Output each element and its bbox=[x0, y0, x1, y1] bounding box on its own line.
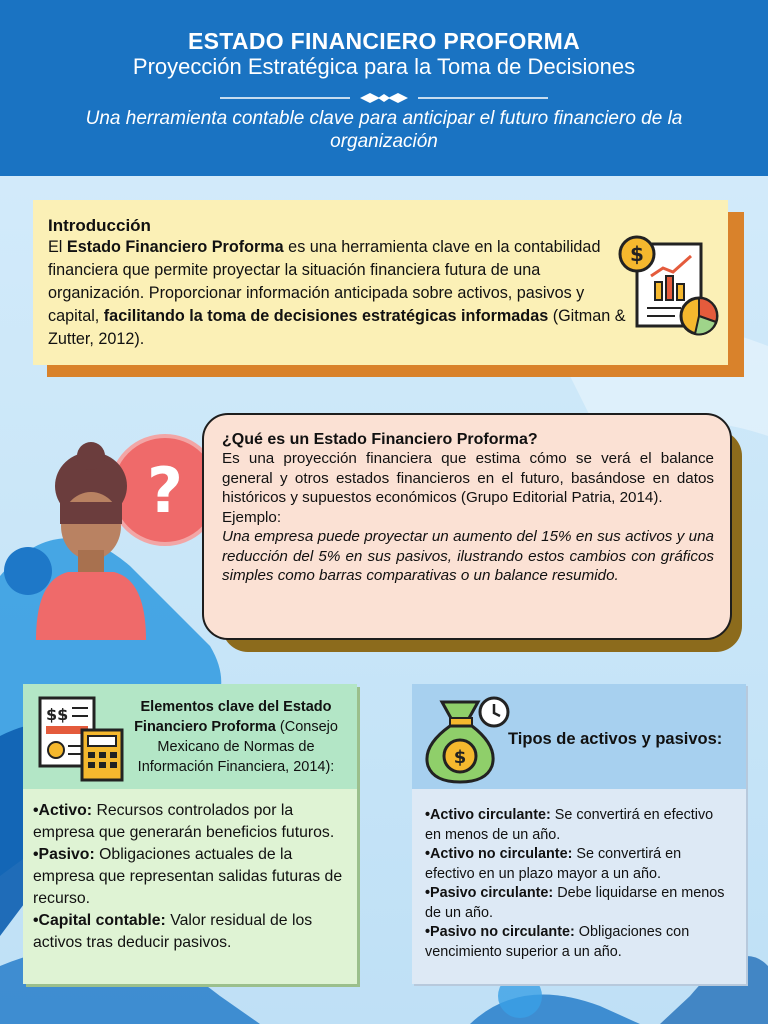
elementos-title: Elementos clave del Estado Financiero Proforma (Consejo Mexicano de Normas de Información Financiera, 2014): bbox=[134, 699, 338, 775]
intro-title: Introducción bbox=[48, 216, 151, 235]
elementos-list bbox=[33, 800, 347, 954]
page-title: ESTADO FINANCIERO PROFORMA bbox=[188, 28, 580, 54]
list-item: •Activo circulante: Se convertirá en efectivo en menos de un año. bbox=[425, 807, 714, 843]
list-item: •Capital contable: Valor residual de los activos tras deducir pasivos. bbox=[33, 912, 313, 951]
accounting-calculator-icon bbox=[38, 696, 126, 782]
list-item: •Activo no circulante: Se convertirá en efectivo en un plazo mayor a un año. bbox=[425, 846, 682, 882]
money-bag-clock-icon bbox=[420, 692, 510, 784]
question-text: Es una proyección financiera que estima cómo se verá el balance general y otros estados financieros en el futuro, basándose en datos históricos y supuestos económicos (Grupo Editorial Patria, 2014). bbox=[222, 450, 714, 506]
intro-card bbox=[33, 200, 728, 365]
tipos-list bbox=[425, 806, 731, 962]
question-person-icon bbox=[28, 430, 208, 640]
question-title: ¿Qué es un Estado Financiero Proforma? bbox=[222, 431, 538, 448]
financial-report-icon bbox=[615, 232, 723, 340]
list-item: •Pasivo circulante: Debe liquidarse en menos de un año. bbox=[425, 885, 725, 921]
list-item: •Pasivo no circulante: Obligaciones con vencimiento superior a un año. bbox=[425, 924, 690, 960]
svg-text:$$: $$ bbox=[46, 705, 69, 724]
example-text: Una empresa puede proyectar un aumento del 15% en sus activos y una reducción del 5% en sus pasivos, ilustrando estos cambios con gráficos simples como barras comparativas o un balance resumido. bbox=[222, 528, 714, 584]
svg-text:?: ? bbox=[147, 454, 183, 527]
question-card bbox=[202, 413, 732, 640]
intro-text: El Estado Financiero Proforma es una herramienta clave en la contabilidad financiera que permite proyectar la situación financiera futura de una organización. Proporcionar información anticipada sobre activos, pasivos y capital, facilitando la toma de decisiones estratégicas informadas (Gitman & Zutter, 2012). bbox=[48, 238, 626, 348]
page-tagline: Una herramienta contable clave para anticipar el futuro financiero de la organización bbox=[85, 108, 683, 152]
header-banner bbox=[0, 0, 768, 176]
divider-ornament bbox=[220, 92, 548, 104]
example-label: Ejemplo: bbox=[222, 508, 282, 526]
page-subtitle: Proyección Estratégica para la Toma de Decisiones bbox=[132, 54, 636, 79]
list-item: •Pasivo: Obligaciones actuales de la empresa que representan salidas futuras de recurso. bbox=[33, 846, 343, 907]
svg-text:$: $ bbox=[630, 242, 644, 266]
list-item: •Activo: Recursos controlados por la empresa que generarán beneficios futuros. bbox=[33, 802, 335, 841]
tipos-title: Tipos de activos y pasivos: bbox=[508, 730, 723, 748]
svg-text:$: $ bbox=[453, 747, 467, 768]
